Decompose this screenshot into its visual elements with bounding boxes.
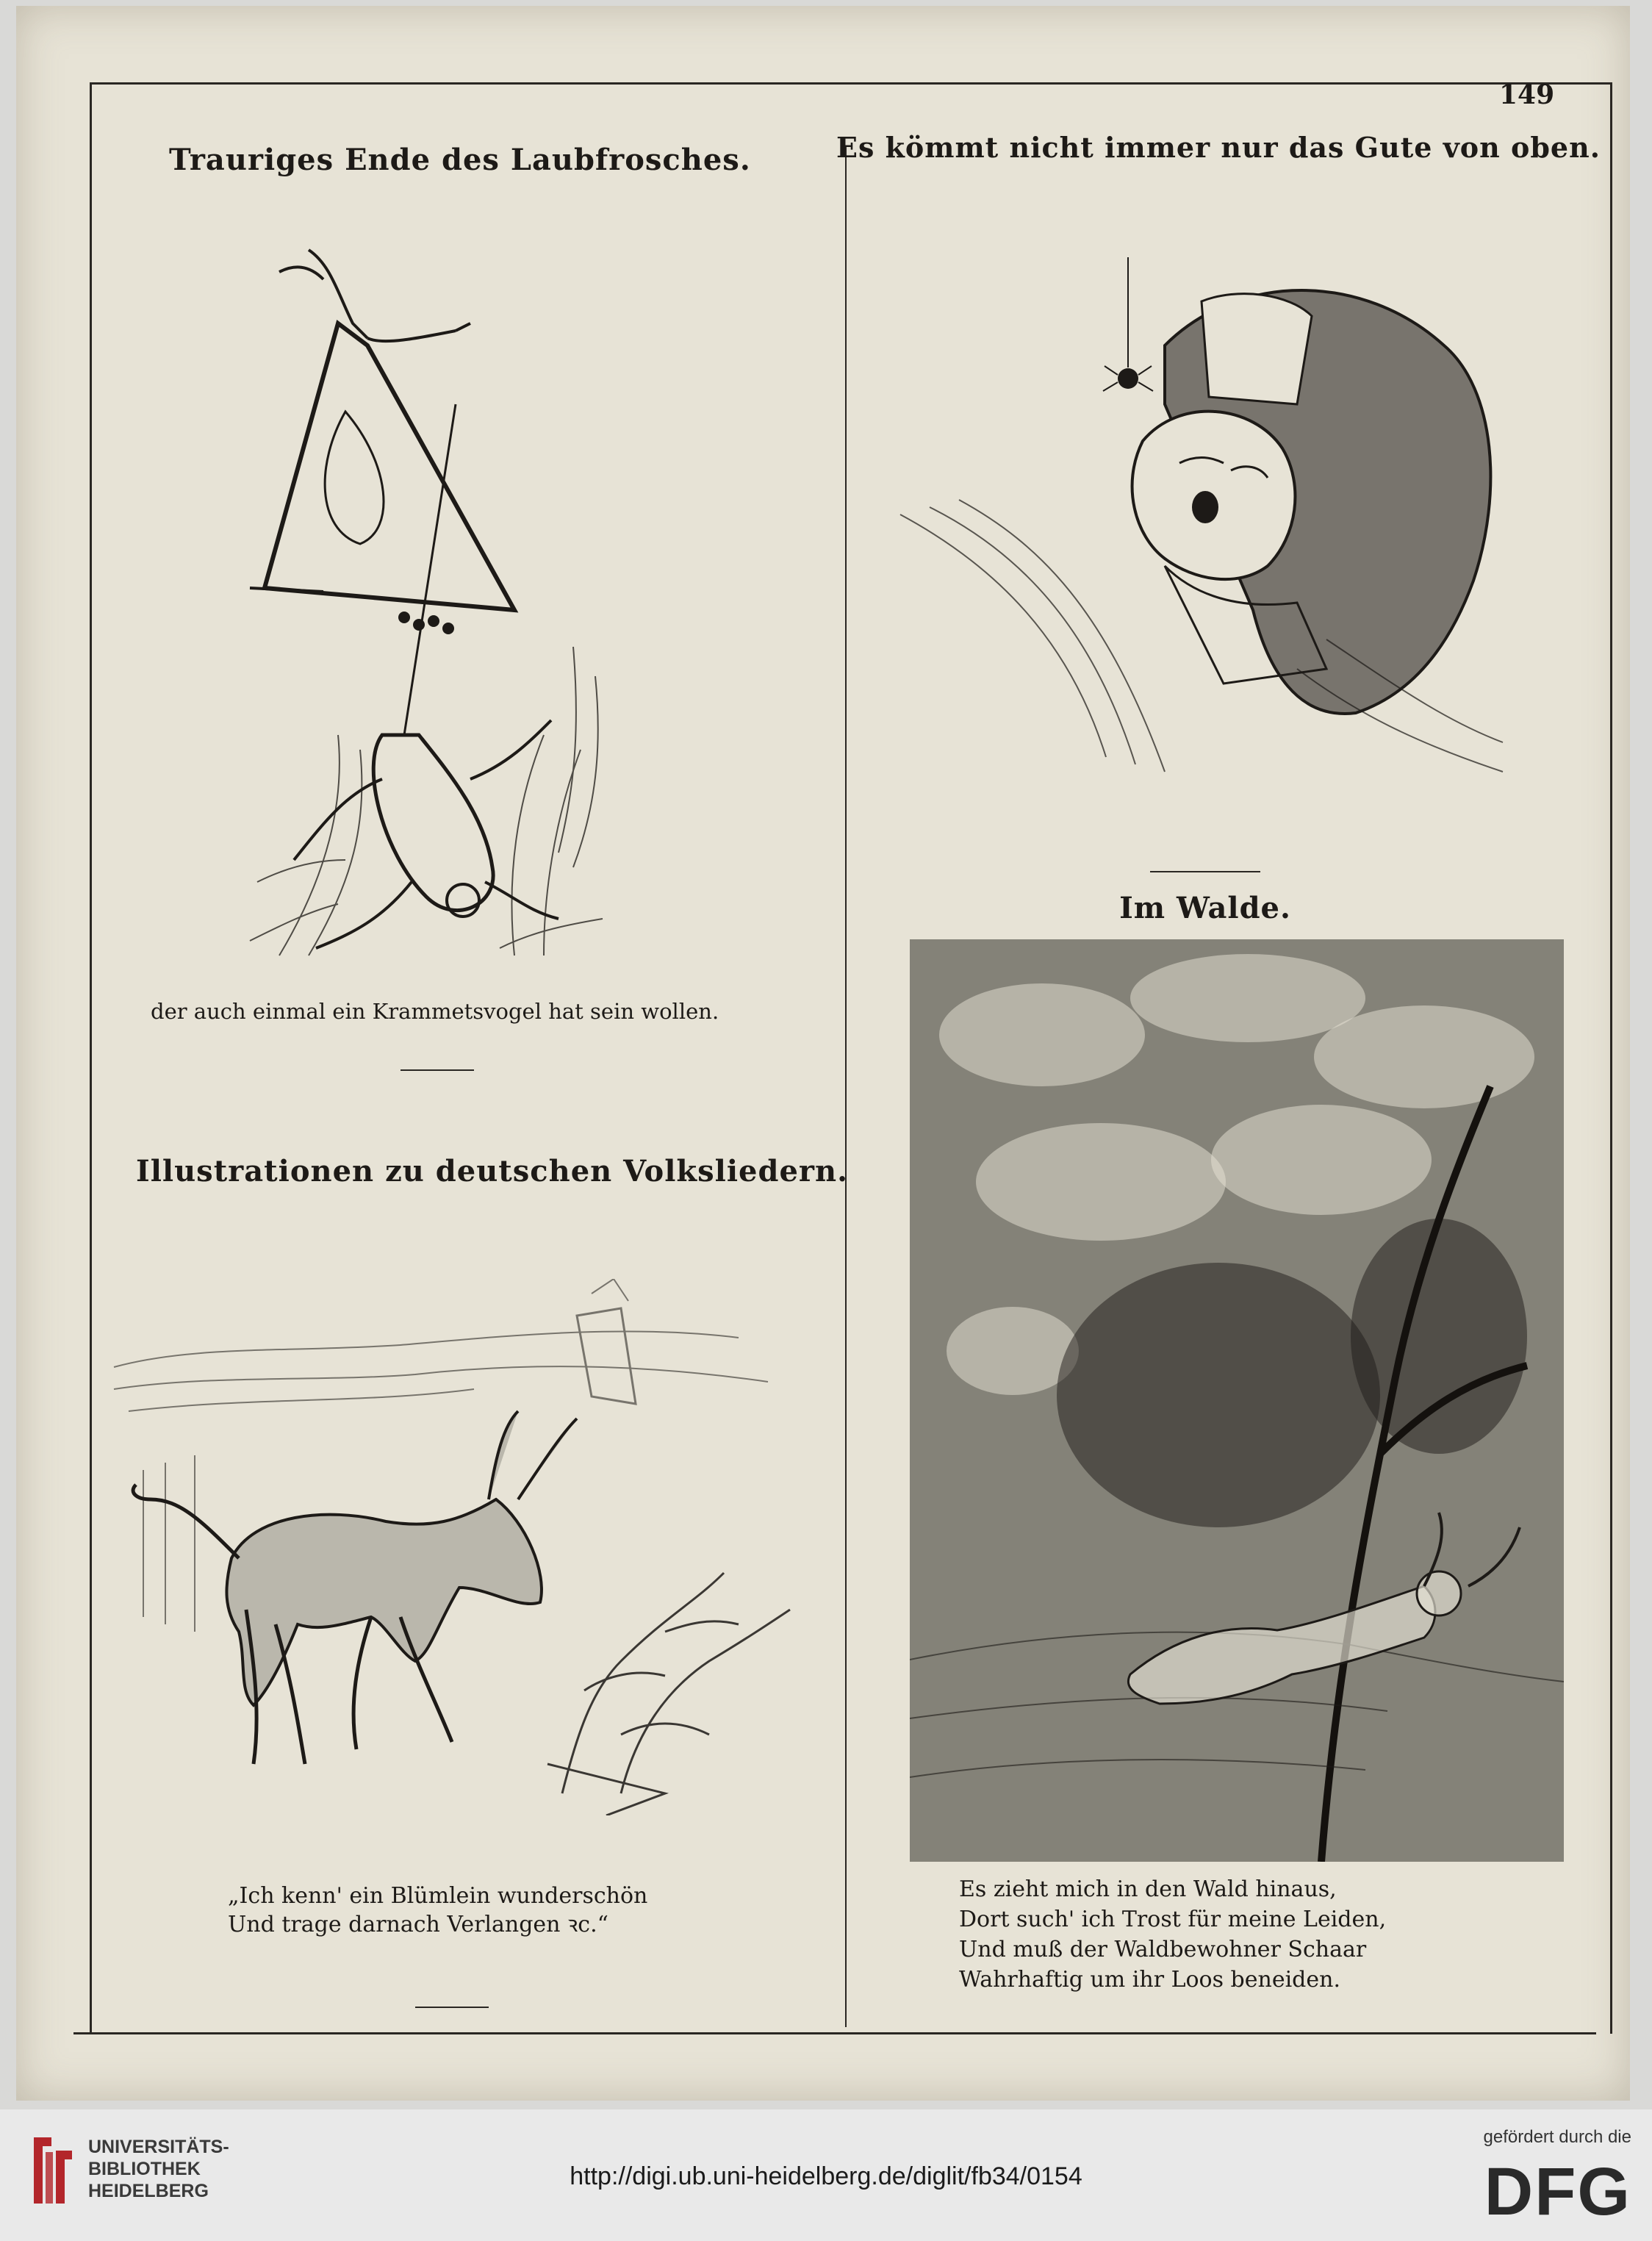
folksong-caption-line-2: Und trage darnach Verlangen ꝛc.“ [228, 1912, 608, 1937]
forest-caption [959, 1874, 1386, 1995]
funding-note: gefördert durch die [1483, 2127, 1631, 2147]
library-name-line-1: UNIVERSITÄTS- [88, 2137, 229, 2157]
forest-caption-line-1: Es zieht mich in den Wald hinaus, [959, 1876, 1337, 1902]
column-divider [845, 146, 847, 2027]
separator-rule [401, 1069, 474, 1071]
page-bottom-rule [73, 2032, 1596, 2034]
dfg-logo[interactable]: DFG [1484, 2154, 1631, 2229]
viewer-footer [0, 2109, 1652, 2241]
library-name-line-3: HEIDELBERG [88, 2181, 209, 2201]
sleeping-figure-spider-illustration [886, 257, 1510, 786]
forest-caption-line-4: Wahrhaftig um ihr Loos beneiden. [959, 1967, 1340, 1993]
folksong-caption [228, 1882, 647, 1939]
permalink-url[interactable]: http://digi.ub.uni-heidelberg.de/diglit/fb34/0154 [570, 2162, 1082, 2190]
separator-rule-right [1150, 871, 1260, 872]
forest-caption-line-3: Und muß der Waldbewohner Schaar [959, 1937, 1367, 1962]
frog-trap-illustration [235, 220, 617, 970]
page-number: 149 [1499, 79, 1555, 110]
separator-rule-bottom [415, 2007, 489, 2008]
forest-caption-line-2: Dort such' ich Trost für meine Leiden, [959, 1907, 1387, 1932]
forest-title: Im Walde. [1119, 891, 1291, 925]
donkey-thistle-illustration [107, 1279, 827, 1815]
folksong-caption-line-1: „Ich kenn' ein Blümlein wunderschön [228, 1883, 648, 1909]
folksong-title: Illustrationen zu deutschen Volksliedern. [136, 1154, 848, 1188]
forest-sleeper-illustration [910, 939, 1564, 1862]
sleeper-title: Es kömmt nicht immer nur das Gute von oben. [836, 131, 1601, 164]
frog-title: Trauriges Ende des Laubfrosches. [169, 143, 751, 177]
frog-caption: der auch einmal ein Krammetsvogel hat sein wollen. [151, 999, 719, 1024]
library-name-line-2: BIBLIOTHEK [88, 2159, 201, 2179]
